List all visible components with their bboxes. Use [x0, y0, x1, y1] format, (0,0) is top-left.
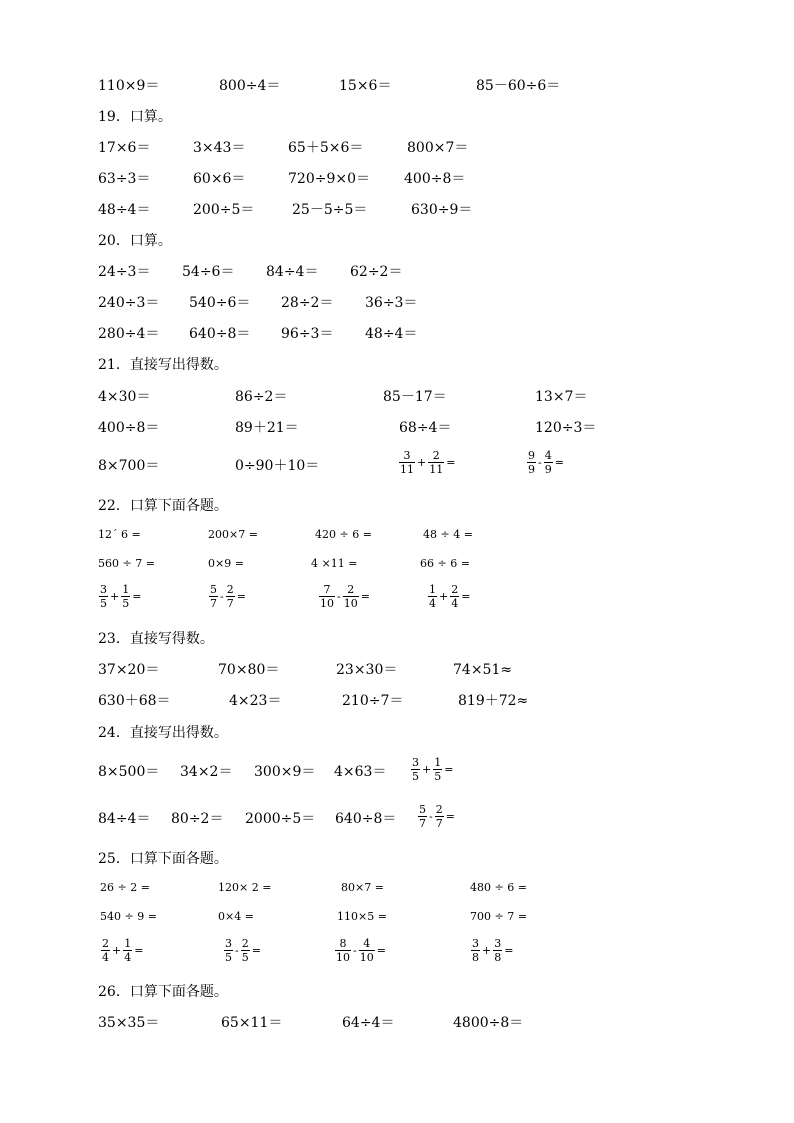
problem: 62÷2＝ — [350, 264, 403, 280]
problem: 630÷9＝ — [411, 202, 473, 218]
problem: 110×9＝ — [98, 78, 160, 94]
problem: 12´ 6 = — [98, 528, 141, 541]
problem: 819＋72≈ — [458, 693, 529, 709]
problem: 630＋68＝ — [98, 693, 171, 709]
problem: 0×4 = — [218, 910, 254, 923]
fraction-expression: 1 4 + $\frac{2}{4}$ = — [429, 583, 471, 610]
problem: 34×2＝ — [180, 764, 233, 780]
problem: 24÷3＝ — [98, 264, 151, 280]
fraction-expression: 3 8 + $\frac{3}{8}$ = — [472, 937, 514, 964]
fraction-expression: 3 5 + $\frac{1}{5}$ = — [412, 756, 454, 783]
problem: 28÷2＝ — [281, 295, 334, 311]
problem: 65×11＝ — [221, 1015, 283, 1031]
problem: 120× 2 = — [218, 881, 272, 894]
problem: 65＋5×6＝ — [288, 140, 364, 156]
problem: 84÷4＝ — [98, 811, 151, 827]
problem: 74×51≈ — [453, 662, 513, 678]
problem: 13×7＝ — [535, 389, 588, 405]
problem: 120÷3＝ — [535, 420, 597, 436]
problem: 96÷3＝ — [281, 326, 334, 342]
section-title-26: 26．口算下面各题。 — [98, 984, 228, 1000]
problem: 25－5÷5＝ — [292, 202, 368, 218]
problem: 200÷5＝ — [193, 202, 255, 218]
problem: 84÷4＝ — [266, 264, 319, 280]
section-title-22: 22．口算下面各题。 — [98, 498, 228, 514]
problem: 0÷90＋10＝ — [235, 458, 320, 474]
problem: 17×6＝ — [98, 140, 151, 156]
problem: 37×20＝ — [98, 662, 160, 678]
problem: 560 ÷ 7 = — [98, 557, 155, 570]
problem: 60×6＝ — [193, 171, 246, 187]
problem: 480 ÷ 6 = — [470, 881, 527, 894]
problem: 64÷4＝ — [342, 1015, 395, 1031]
problem: 800÷4＝ — [219, 78, 281, 94]
problem: 85－17＝ — [383, 389, 447, 405]
problem: 400÷8＝ — [98, 420, 160, 436]
problem: 300×9＝ — [254, 764, 316, 780]
problem: 400÷8＝ — [404, 171, 466, 187]
section-title-23: 23．直接写得数。 — [98, 631, 214, 647]
problem: 54÷6＝ — [182, 264, 235, 280]
section-title-20: 20．口算。 — [98, 233, 172, 249]
problem: 640÷8＝ — [335, 811, 397, 827]
problem: 70×80＝ — [218, 662, 280, 678]
problem: 110×5 = — [337, 910, 387, 923]
problem: 4 ×11 = — [311, 557, 358, 570]
problem: 200×7 = — [208, 528, 258, 541]
section-title-19: 19．口算。 — [98, 109, 172, 125]
problem: 86÷2＝ — [235, 389, 288, 405]
problem: 26 ÷ 2 = — [100, 881, 150, 894]
problem: 540÷6＝ — [189, 295, 251, 311]
problem: 3×43＝ — [193, 140, 246, 156]
section-title-24: 24．直接写出得数。 — [98, 725, 228, 741]
problem: 540 ÷ 9 = — [100, 910, 157, 923]
problem: 8×500＝ — [98, 764, 160, 780]
section-title-25: 25．口算下面各题。 — [98, 851, 228, 867]
problem: 4×23＝ — [229, 693, 282, 709]
problem: 68÷4＝ — [399, 420, 452, 436]
problem: 89＋21＝ — [235, 420, 299, 436]
fraction-expression: 5 7 - $\frac{2}{7}$ = — [210, 583, 246, 610]
problem: 420 ÷ 6 = — [315, 528, 372, 541]
problem: 80×7 = — [341, 881, 384, 894]
problem: 66 ÷ 6 = — [420, 557, 470, 570]
problem: 800×7＝ — [407, 140, 469, 156]
problem: 280÷4＝ — [98, 326, 160, 342]
problem: 240÷3＝ — [98, 295, 160, 311]
problem: 210÷7＝ — [342, 693, 404, 709]
problem: 4×63＝ — [334, 764, 387, 780]
fraction-expression: 3 11 + $\frac{2}{11}$ = — [400, 449, 456, 476]
problem: 85－60÷6＝ — [476, 78, 561, 94]
problem: 640÷8＝ — [189, 326, 251, 342]
problem: 4×30＝ — [98, 389, 151, 405]
problem: 48÷4＝ — [98, 202, 151, 218]
problem: 48 ÷ 4 = — [423, 528, 473, 541]
fraction-expression: 9 9 - $\frac{4}{9}$ = — [528, 449, 564, 476]
problem: 4800÷8＝ — [453, 1015, 524, 1031]
problem: 36÷3＝ — [365, 295, 418, 311]
fraction-expression: 5 7 - $\frac{2}{7}$ = — [419, 803, 455, 830]
fraction-expression: 3 5 - $\frac{2}{5}$ = — [225, 937, 261, 964]
problem: 8×700＝ — [98, 458, 160, 474]
problem: 63÷3＝ — [98, 171, 151, 187]
problem: 2000÷5＝ — [245, 811, 316, 827]
problem: 80÷2＝ — [171, 811, 224, 827]
problem: 35×35＝ — [98, 1015, 160, 1031]
section-title-21: 21．直接写出得数。 — [98, 357, 228, 373]
fraction-expression: 7 10 - $\frac{2}{10}$ = — [320, 583, 370, 610]
problem: 15×6＝ — [339, 78, 392, 94]
fraction-expression: 3 5 + $\frac{1}{5}$ = — [100, 583, 142, 610]
problem: 23×30＝ — [336, 662, 398, 678]
fraction-expression: 2 4 + $\frac{1}{4}$ = — [102, 937, 144, 964]
fraction-expression: 8 10 - $\frac{4}{10}$ = — [336, 937, 386, 964]
problem: 0×9 = — [208, 557, 244, 570]
problem: 700 ÷ 7 = — [470, 910, 527, 923]
problem: 48÷4＝ — [365, 326, 418, 342]
problem: 720÷9×0＝ — [288, 171, 370, 187]
